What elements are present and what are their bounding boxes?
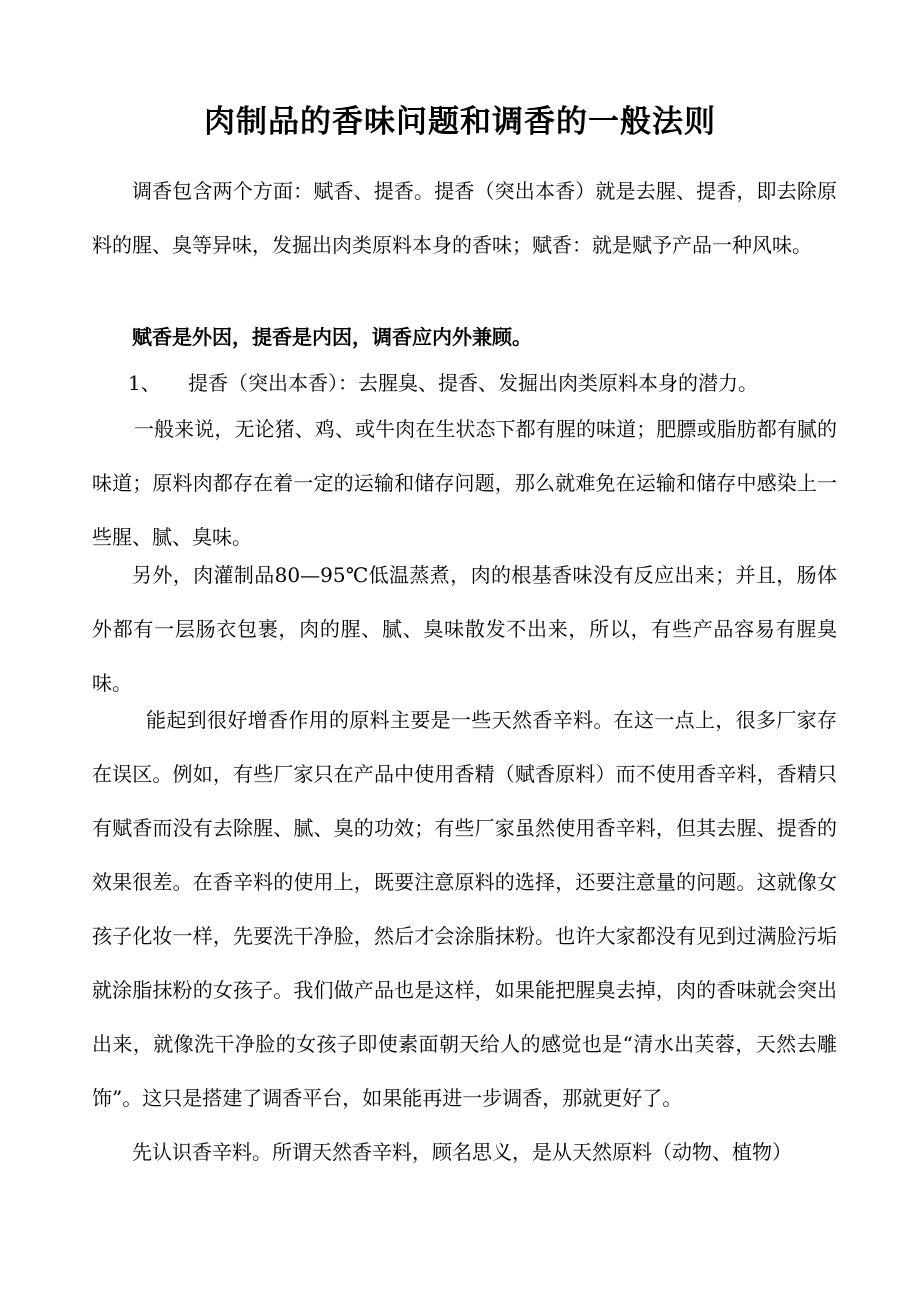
paragraph-general: 一般来说，无论猪、鸡、或牛肉在生状态下都有腥的味道；肥膘或脂肪都有腻的味道；原料肉都存在着一定的运输和储存问题，那么就难免在运输和储存中感染上一些腥、腻、臭味。 — [92, 417, 837, 549]
list-item-text: 提香（突出本香）：去腥臭、提香、发掘出肉类原料本身的潜力。 — [188, 371, 758, 395]
paragraph-spices: 能起到很好增香作用的原料主要是一些天然香辛料。在这一点上，很多厂家存在误区。例如，有些厂家只在产品中使用香精（赋香原料）而不使用香辛料，香精只有赋香而没有去除腥、腻、臭的功效；有些厂家虽然使用香辛料，但其去腥、提香的效果很差。在香辛料的使用上，既要注意原料的选择，还要注意量的问题。这就像女孩子化妆一样，先要洗干净脸，然后才会涂脂抹粉。也许大家都没有见到过满脸污垢就涂脂抹粉的女孩子。我们做产品也是这样，如果能把腥臭去掉，肉的香味就会突出出来，就像洗干净脸的女孩子即使素面朝天给人的感觉也是“清水出芙蓉，天然去雕饰”。这只是搭建了调香平台，如果能再进一步调香，那就更好了。 — [92, 708, 837, 1110]
paragraph-intro: 调香包含两个方面：赋香、提香。提香（突出本香）就是去腥、提香，即去除原料的腥、臭等异味，发掘出肉类原料本身的香味；赋香：就是赋予产品一种风味。 — [92, 179, 837, 257]
paragraph-principle: 赋香是外因，提香是内因，调香应内外兼顾。 — [132, 325, 532, 349]
paragraph-last: 先认识香辛料。所谓天然香辛料，顾名思义，是从天然原料（动物、植物） — [132, 1140, 792, 1164]
document-title: 肉制品的香味问题和调香的一般法则 — [204, 104, 716, 140]
paragraph-besides: 另外，肉灌制品80—95℃低温蒸煮，肉的根基香味没有反应出来；并且，肠体外都有一层肠衣包裹，肉的腥、腻、臭味散发不出来，所以，有些产品容易有腥臭味。 — [92, 563, 837, 695]
list-item-number: 1、 — [128, 371, 161, 395]
